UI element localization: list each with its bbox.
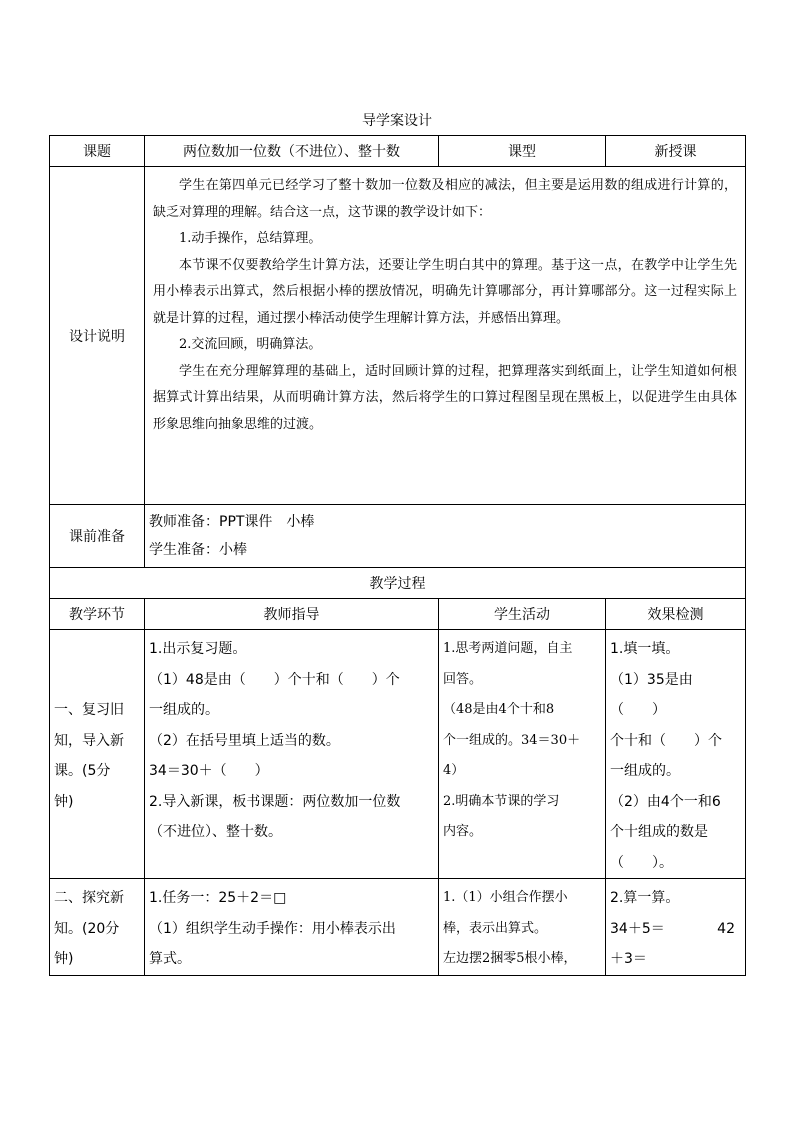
check-line: ＋3＝ (610, 951, 647, 967)
check-line: （2）由4个一和6 (610, 793, 721, 810)
student-line: 2.明确本节课的学习 (443, 793, 560, 809)
teacher-line: 1.出示复习题。 (149, 641, 247, 657)
student-line: 棒，表示出算式。 (443, 920, 548, 936)
stage-cell (50, 630, 145, 879)
check-line: （1）35是由（ ） (610, 671, 693, 718)
type-value: 新授课 (606, 136, 746, 167)
prep-row (50, 505, 746, 568)
stage-cell (50, 879, 145, 976)
teacher-line: 34＝30＋（ ） (149, 763, 269, 779)
stage-line: 一、复习旧 (54, 702, 124, 718)
design-paragraph: 2.交流回顾，明确算法。 (179, 337, 322, 352)
teacher-cell (145, 879, 439, 976)
student-cell (439, 879, 606, 976)
check-line: （ ）。 (610, 854, 673, 871)
teacher-line: （不进位）、整十数。 (149, 824, 282, 840)
col-student: 学生活动 (439, 599, 606, 630)
check-cell (606, 630, 746, 879)
teacher-line: （1）组织学生动手操作：用小棒表示出 (149, 920, 396, 937)
student-line: 4） (443, 763, 465, 778)
stage-line: 知，导入新 (54, 732, 124, 749)
design-label: 设计说明 (50, 167, 145, 505)
student-prep: 学生准备：小棒 (149, 542, 247, 558)
student-cell (439, 630, 606, 879)
teacher-prep: 教师准备：PPT课件 小棒 (149, 514, 315, 530)
document-title: 导学案设计 (362, 113, 432, 129)
check-line: 个十和（ ）个 (610, 732, 722, 749)
student-line: 个一组成的。34＝30＋ (443, 732, 581, 748)
process-title: 教学过程 (50, 568, 746, 599)
teacher-line: （2）在括号里填上适当的数。 (149, 732, 340, 749)
check-line: 一组成的。 (610, 763, 680, 779)
process-title-row (50, 568, 746, 599)
stage-line: 钟) (54, 793, 74, 810)
check-line: 个十组成的数是 (610, 824, 708, 840)
student-line: 1.（1）小组合作摆小 (443, 890, 568, 905)
prep-label: 课前准备 (50, 505, 145, 568)
check-line: 1.填一填。 (610, 641, 680, 657)
design-paragraph: 学生在第四单元已经学习了整十数加一位数及相应的减法，但主要是运用数的组成进行计算的，缺乏对算理的理解。结合这一点，这节课的教学设计如下： (153, 178, 737, 220)
teacher-line: 2.导入新课，板书课题：两位数加一位数 (149, 793, 401, 810)
student-line: 内容。 (443, 824, 483, 839)
stage-line: 钟) (54, 951, 74, 967)
design-content (145, 167, 746, 505)
stage-line: 知。(20分 (54, 920, 120, 937)
check-expression: 34＋5＝ (610, 920, 665, 937)
teacher-cell (145, 630, 439, 879)
design-paragraph: 学生在充分理解算理的基础上，适时回顾计算的过程，把算理落实到纸面上，让学生知道如何根据算式计算出结果，从而明确计算方法，然后将学生的口算过程图呈现在黑板上，以促进学生由具体形象思维向抽象思维的过渡。 (153, 363, 737, 432)
topic-value: 两位数加一位数（不进位）、整十数 (145, 136, 439, 167)
column-header-row (50, 599, 746, 630)
teacher-line: 算式。 (149, 951, 191, 967)
check-cell (606, 879, 746, 976)
lesson-plan-table (49, 135, 746, 976)
header-row (50, 136, 746, 167)
check-line: 2.算一算。 (610, 890, 680, 906)
col-teacher: 教师指导 (145, 599, 439, 630)
table-row (50, 879, 746, 976)
col-stage: 教学环节 (50, 599, 145, 630)
design-paragraph: 1.动手操作，总结算理。 (179, 231, 322, 246)
stage-line: 课。(5分 (54, 763, 111, 779)
check-expression-right: 42 (717, 920, 735, 937)
stage-line: 二、探究新 (54, 890, 124, 906)
topic-label: 课题 (50, 136, 145, 167)
student-line: 1.思考两道问题，自主 (443, 641, 573, 656)
design-paragraph: 本节课不仅要教给学生计算方法，还要让学生明白其中的算理。基于这一点，在教学中让学生先用小棒表示出算式，然后根据小棒的摆放情况，明确先计算哪部分，再计算哪部分。这一过程实际上就是计算的过程，通过摆小棒活动使学生理解计算方法，并感悟出算理。 (153, 257, 737, 326)
check-line (610, 914, 741, 945)
teacher-line: （1）48是由（ ）个十和（ ）个 (149, 671, 400, 688)
table-row (50, 630, 746, 879)
student-line: 回答。 (443, 671, 483, 687)
col-check: 效果检测 (606, 599, 746, 630)
teacher-line: 1.任务一：25＋2＝□ (149, 890, 287, 906)
prep-content (145, 505, 746, 568)
student-line: 左边摆2捆零5根小棒， (443, 951, 577, 966)
student-line: （48是由4个十和8 (443, 702, 555, 717)
design-row (50, 167, 746, 505)
teacher-line: 一组成的。 (149, 702, 219, 718)
type-label: 课型 (439, 136, 606, 167)
